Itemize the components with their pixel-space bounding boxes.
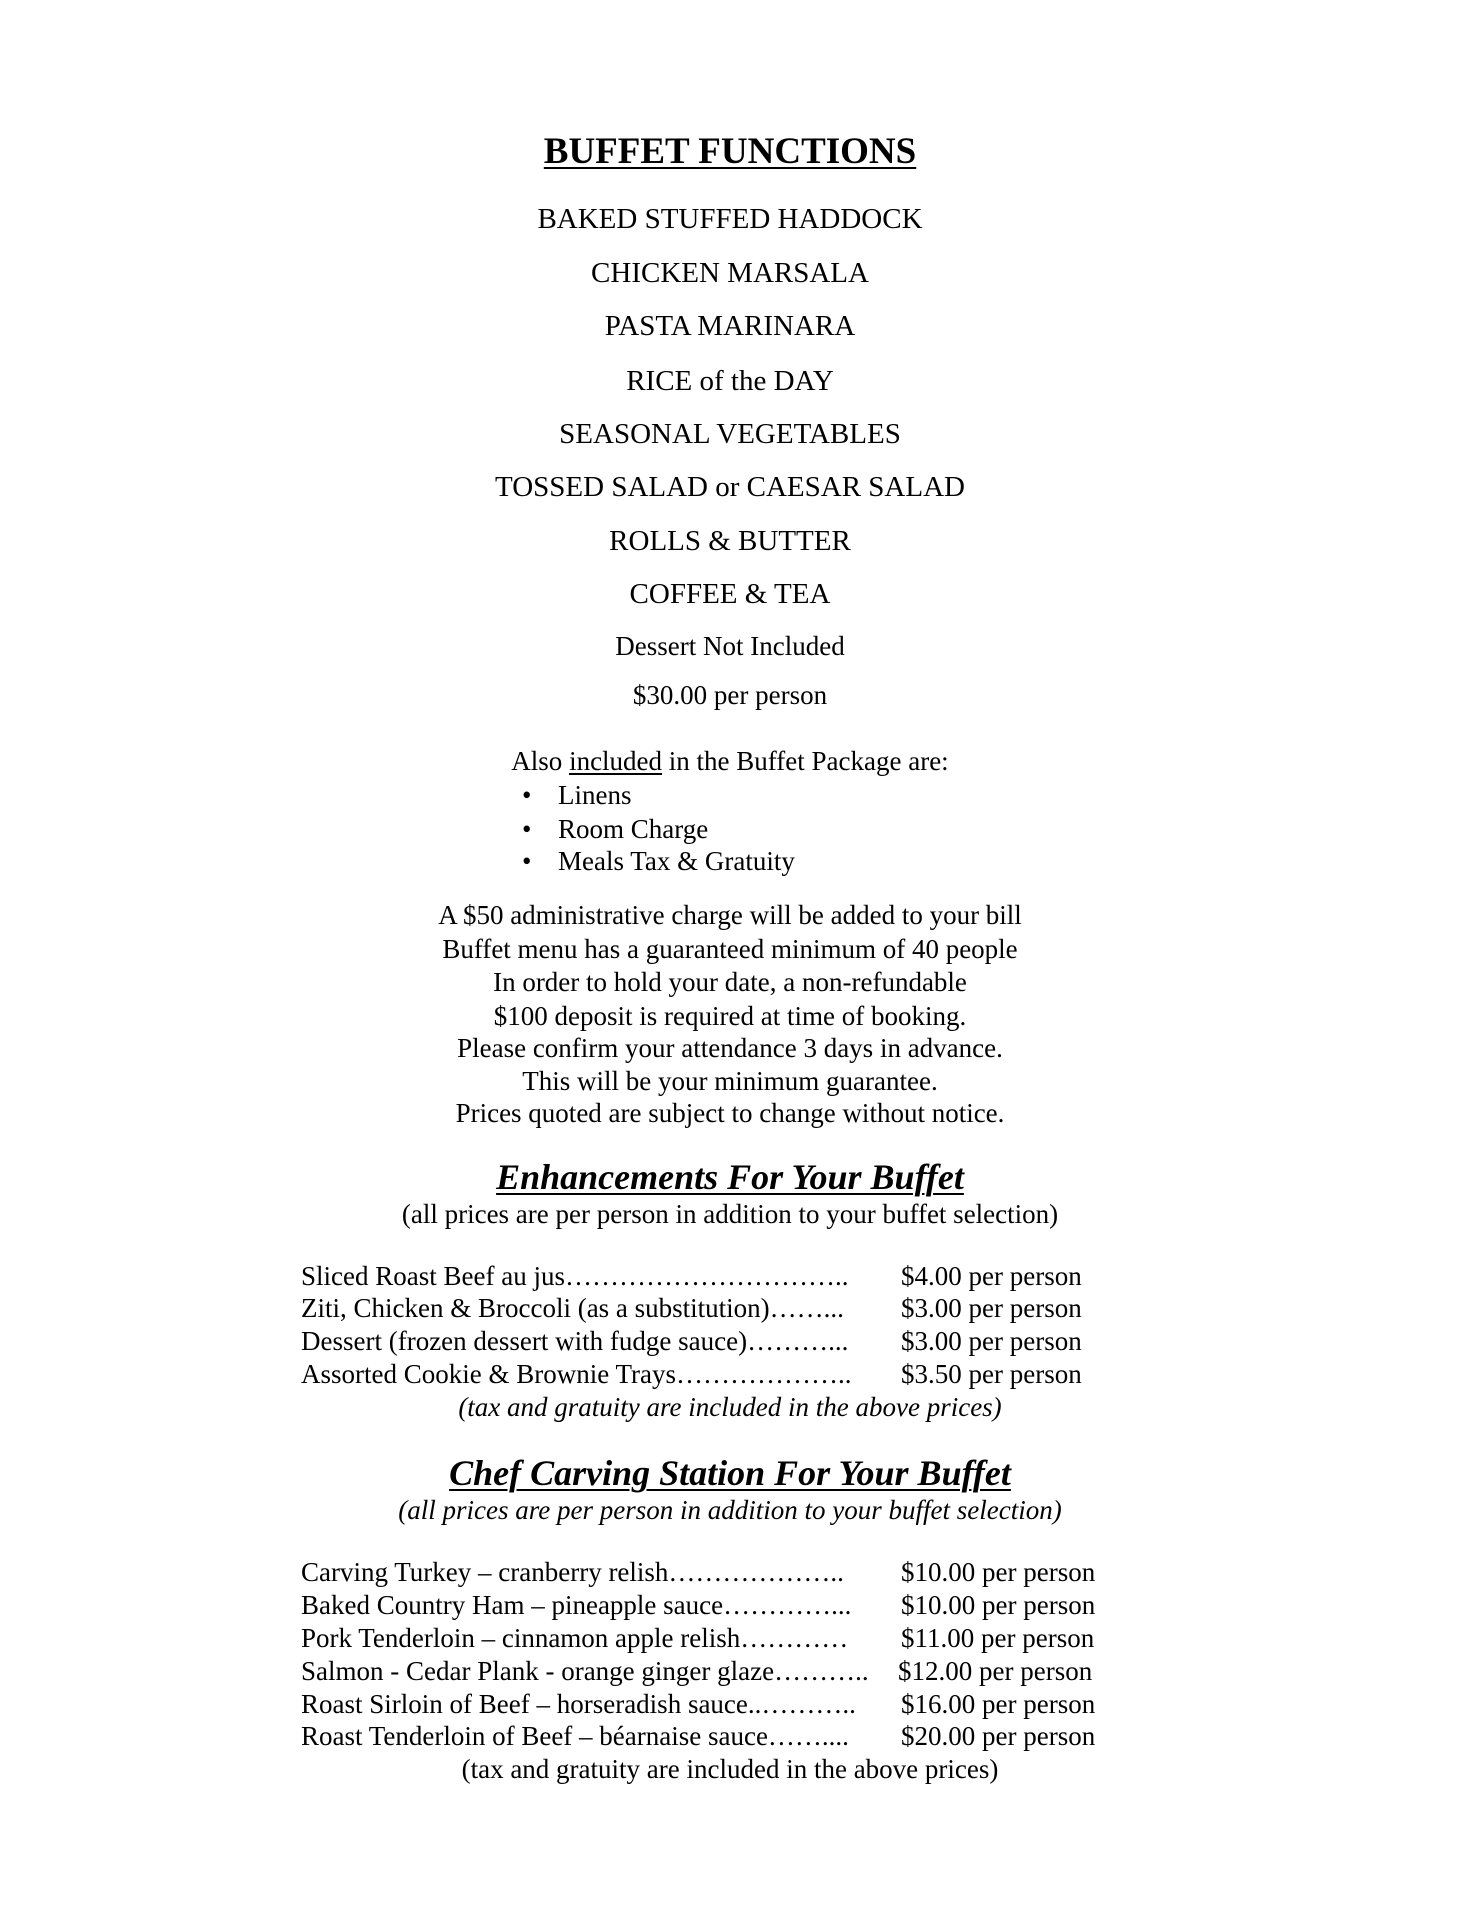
- item-name: Roast Tenderloin of Beef – béarnaise sauce……....: [301, 1721, 849, 1751]
- menu-item: RICE of the DAY: [626, 365, 834, 397]
- policy-line: A $50 administrative charge will be added to your bill: [438, 900, 1022, 930]
- item-name: Ziti, Chicken & Broccoli (as a substitution)……...: [301, 1293, 844, 1323]
- included-prefix: Also: [511, 746, 570, 776]
- included-list-item: [0, 778, 1484, 812]
- enhancements-note: (tax and gratuity are included in the above prices): [458, 1392, 1002, 1422]
- included-list-item: [0, 844, 1484, 878]
- item-price: $16.00 per person: [901, 1689, 1096, 1719]
- policy-line: Please confirm your attendance 3 days in advance.: [457, 1033, 1003, 1063]
- enhancement-row: [0, 1259, 1484, 1293]
- carving-heading: Chef Carving Station For Your Buffet: [449, 1453, 1011, 1493]
- carving-row: [0, 1555, 1484, 1589]
- included-item-label: Linens: [558, 780, 632, 810]
- menu-item: ROLLS & BUTTER: [609, 525, 851, 557]
- enhancement-row: [0, 1324, 1484, 1358]
- included-heading: [0, 741, 1460, 781]
- policy-line: $100 deposit is required at time of booking.: [493, 1001, 967, 1031]
- item-price: $10.00 per person: [901, 1557, 1096, 1587]
- bullet-icon: •: [522, 814, 532, 844]
- carving-row: [0, 1654, 1484, 1688]
- item-price: $10.00 per person: [901, 1590, 1096, 1620]
- carving-row: [0, 1621, 1484, 1655]
- included-suffix: in the Buffet Package are:: [662, 746, 949, 776]
- item-name: Assorted Cookie & Brownie Trays………………..: [301, 1359, 852, 1389]
- policy-line: This will be your minimum guarantee.: [522, 1066, 938, 1096]
- included-item-label: Meals Tax & Gratuity: [558, 846, 795, 876]
- menu-item: COFFEE & TEA: [629, 578, 831, 610]
- menu-item: SEASONAL VEGETABLES: [559, 418, 901, 450]
- page-title: BUFFET FUNCTIONS: [543, 131, 917, 172]
- carving-row: [0, 1588, 1484, 1622]
- item-price: $12.00 per person: [898, 1656, 1093, 1686]
- menu-item: PASTA MARINARA: [604, 310, 856, 342]
- dessert-note: Dessert Not Included: [615, 631, 845, 661]
- item-name: Sliced Roast Beef au jus…………………………..: [301, 1261, 849, 1291]
- item-price: $3.00 per person: [901, 1326, 1082, 1356]
- item-price: $4.00 per person: [901, 1261, 1082, 1291]
- enhancements-subtitle: (all prices are per person in addition to your buffet selection): [401, 1199, 1059, 1229]
- carving-row: [0, 1687, 1484, 1721]
- policy-line: Buffet menu has a guaranteed minimum of 40 people: [442, 934, 1018, 964]
- menu-item: TOSSED SALAD or CAESAR SALAD: [495, 471, 965, 503]
- menu-item: BAKED STUFFED HADDOCK: [537, 203, 923, 235]
- item-name: Dessert (frozen dessert with fudge sauce)………...: [301, 1326, 849, 1356]
- included-underlined: included: [569, 746, 663, 776]
- item-price: $11.00 per person: [901, 1623, 1095, 1653]
- carving-note: (tax and gratuity are included in the above prices): [461, 1754, 999, 1784]
- item-price: $3.50 per person: [901, 1359, 1082, 1389]
- bullet-icon: •: [522, 780, 532, 810]
- item-name: Salmon - Cedar Plank - orange ginger glaze………..: [301, 1656, 869, 1686]
- bullet-icon: •: [522, 846, 532, 876]
- menu-item: CHICKEN MARSALA: [591, 257, 869, 289]
- included-item-label: Room Charge: [558, 814, 709, 844]
- item-name: Roast Sirloin of Beef – horseradish sauce..………..: [301, 1689, 856, 1719]
- policy-line: In order to hold your date, a non-refundable: [493, 967, 967, 997]
- enhancement-row: [0, 1291, 1484, 1325]
- item-price: $20.00 per person: [901, 1721, 1096, 1751]
- carving-subtitle: (all prices are per person in addition to your buffet selection): [398, 1495, 1062, 1525]
- item-name: Carving Turkey – cranberry relish………………..: [301, 1557, 844, 1587]
- included-list-item: [0, 812, 1484, 846]
- buffet-price: $30.00 per person: [632, 680, 828, 710]
- item-price: $3.00 per person: [901, 1293, 1082, 1323]
- item-name: Pork Tenderloin – cinnamon apple relish…………: [301, 1623, 849, 1653]
- policy-line: Prices quoted are subject to change without notice.: [455, 1098, 1005, 1128]
- enhancements-heading: Enhancements For Your Buffet: [496, 1157, 964, 1197]
- carving-row: [0, 1719, 1484, 1753]
- item-name: Baked Country Ham – pineapple sauce…………...: [301, 1590, 852, 1620]
- enhancement-row: [0, 1357, 1484, 1391]
